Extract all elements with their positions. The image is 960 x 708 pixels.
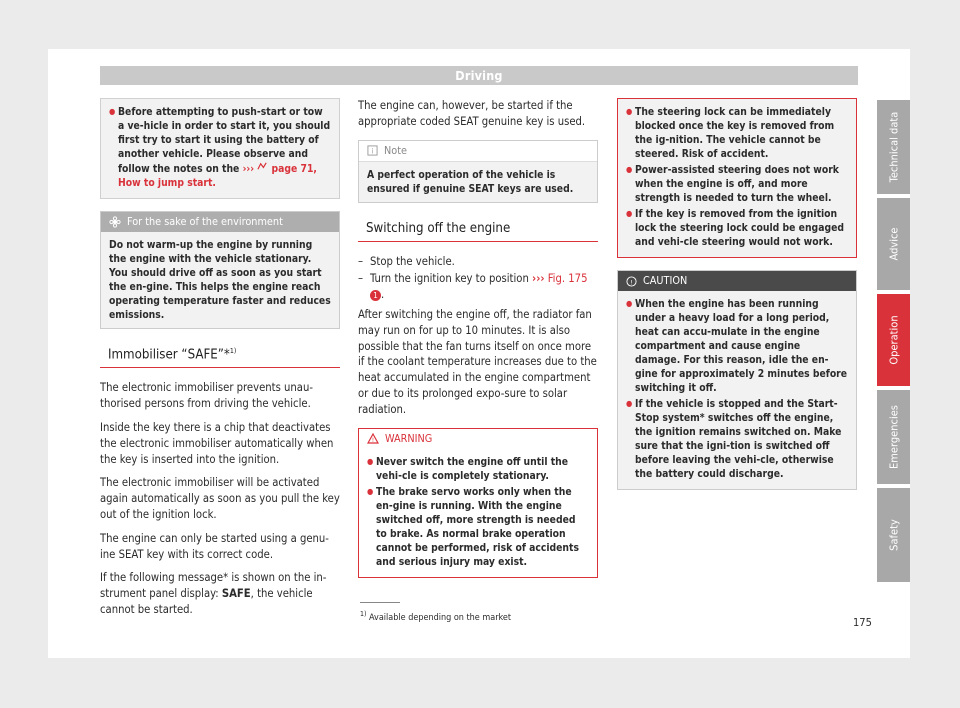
tab-advice[interactable]: Advice bbox=[877, 198, 910, 290]
tab-technical-data[interactable]: Technical data bbox=[877, 100, 910, 194]
switching-off-heading: Switching off the engine bbox=[358, 221, 598, 242]
warning-box bbox=[358, 428, 598, 578]
note-header bbox=[359, 141, 597, 162]
warning-item: ● The brake servo works only when the en-gine is running. With the engine switched off, more strength is needed to brake. As normal brake operation cannot be performed, risk of accidents and serious injury may exist. bbox=[367, 485, 589, 569]
column-2 bbox=[358, 98, 598, 590]
jump-start-icon bbox=[257, 161, 268, 172]
svg-text:i: i bbox=[371, 146, 374, 156]
paragraph: Inside the key there is a chip that deactivates the electronic immobiliser automatically when the key is inserted into the ignition. bbox=[100, 420, 334, 466]
caution-box bbox=[617, 270, 857, 490]
warning-continued-body bbox=[618, 99, 856, 257]
ref-arrow: ››› bbox=[532, 272, 545, 286]
warning-continued-box bbox=[617, 98, 857, 258]
caution-icon bbox=[626, 276, 637, 287]
column-3 bbox=[617, 98, 857, 502]
intro-text: Before attempting to push-start or tow a ve-hicle in order to start it, you should first try to start it using the battery of another vehicle. Please observe and follow the notes on the bbox=[118, 106, 331, 175]
warning-body bbox=[359, 449, 597, 577]
environment-box bbox=[100, 211, 340, 329]
immobiliser-heading: Immobiliser “SAFE”*$^{1)}$ bbox=[100, 347, 340, 368]
footnote-divider bbox=[360, 602, 400, 603]
step: – Stop the vehicle. bbox=[358, 254, 598, 270]
tab-emergencies[interactable]: Emergencies bbox=[877, 390, 910, 484]
caution-item: ● When the engine has been running under a heavy load for a long period, heat can accu-mulate in the engine compartment and cause engine damage. For this reason, idle the en-gine for approximately 2 minutes before switching it off. bbox=[626, 297, 848, 395]
column-1 bbox=[100, 98, 340, 626]
page-header: Driving bbox=[100, 66, 858, 85]
paragraph: The electronic immobiliser prevents unau-thorised persons from driving the vehicle. bbox=[100, 381, 313, 411]
intro-box bbox=[100, 98, 340, 199]
warning-icon bbox=[367, 433, 379, 444]
ref-arrow: ››› bbox=[242, 163, 255, 175]
jump-start-link[interactable]: page 71, How to jump start. bbox=[118, 163, 317, 189]
warning-item: ● Never switch the engine off until the vehi-cle is completely stationary. bbox=[367, 455, 589, 483]
caution-title: CAUTION bbox=[643, 274, 688, 287]
tab-safety[interactable]: Safety bbox=[877, 488, 910, 582]
position-badge: 1 bbox=[370, 290, 381, 301]
note-icon bbox=[367, 145, 378, 156]
warning-item: ● If the key is removed from the ignition lock the steering lock could be engaged and vehi-cle steering would not work. bbox=[626, 207, 848, 249]
paragraph: The engine can only be started using a genu-ine SEAT key with its correct code. bbox=[100, 531, 329, 561]
paragraph: The electronic immobiliser will be activated again automatically as soon as you pull the key out of the ignition lock. bbox=[100, 476, 340, 521]
caution-body bbox=[618, 291, 856, 489]
caution-header bbox=[618, 271, 856, 291]
environment-body: Do not warm-up the engine by running the engine with the vehicle stationary. You should drive off as soon as you start the en-gine. This helps the engine reach operating temperature faster and reduces emissions. bbox=[101, 232, 339, 328]
tab-operation[interactable]: Operation bbox=[877, 294, 910, 386]
environment-header bbox=[101, 212, 339, 232]
warning-item: ● Power-assisted steering does not work when the engine is off, and more strength is needed to turn the wheel. bbox=[626, 163, 848, 205]
note-box bbox=[358, 140, 598, 203]
paragraph: After switching the engine off, the radiator fan may run on for up to 10 minutes. It is also possible that the fan turns itself on once more if the coolant temperature increases due to the heat accumulated in the engine compartment or due to its prolonged expo-sure to solar radiation. bbox=[358, 307, 597, 416]
footnote: $^{1)}$ Available depending on the market bbox=[360, 610, 512, 623]
warning-title: WARNING bbox=[385, 431, 433, 445]
warning-item: ● The steering lock can be immediately blocked once the key is removed from the ig-nition. The vehicle cannot be steered. Risk of accident. bbox=[626, 105, 848, 161]
note-title: Note bbox=[384, 143, 407, 157]
svg-text:!: ! bbox=[371, 437, 375, 445]
environment-title: For the sake of the environment bbox=[127, 215, 283, 228]
paragraph: The engine can, however, be started if the appropriate coded SEAT genuine key is used. bbox=[358, 99, 586, 128]
figure-link[interactable]: Fig. 175 bbox=[547, 272, 588, 286]
paragraph: If the following message* is shown on the in-strument panel display: SAFE, the vehicle cannot be started. bbox=[100, 571, 327, 616]
flower-icon bbox=[109, 216, 121, 228]
caution-item: ● If the vehicle is stopped and the Start-Stop system* switches off the engine, the ignition remains switched on. Make sure that the igni-tion is switched off before leaving the vehi-cle, otherwise the battery could discharge. bbox=[626, 397, 848, 481]
page-number: 175 bbox=[853, 616, 872, 629]
note-body: A perfect operation of the vehicle is ensured if genuine SEAT keys are used. bbox=[359, 162, 597, 202]
warning-header bbox=[359, 429, 597, 449]
svg-text:!: ! bbox=[630, 277, 633, 286]
step: – Turn the ignition key to position ››› Fig. 175 1 . bbox=[358, 271, 598, 303]
